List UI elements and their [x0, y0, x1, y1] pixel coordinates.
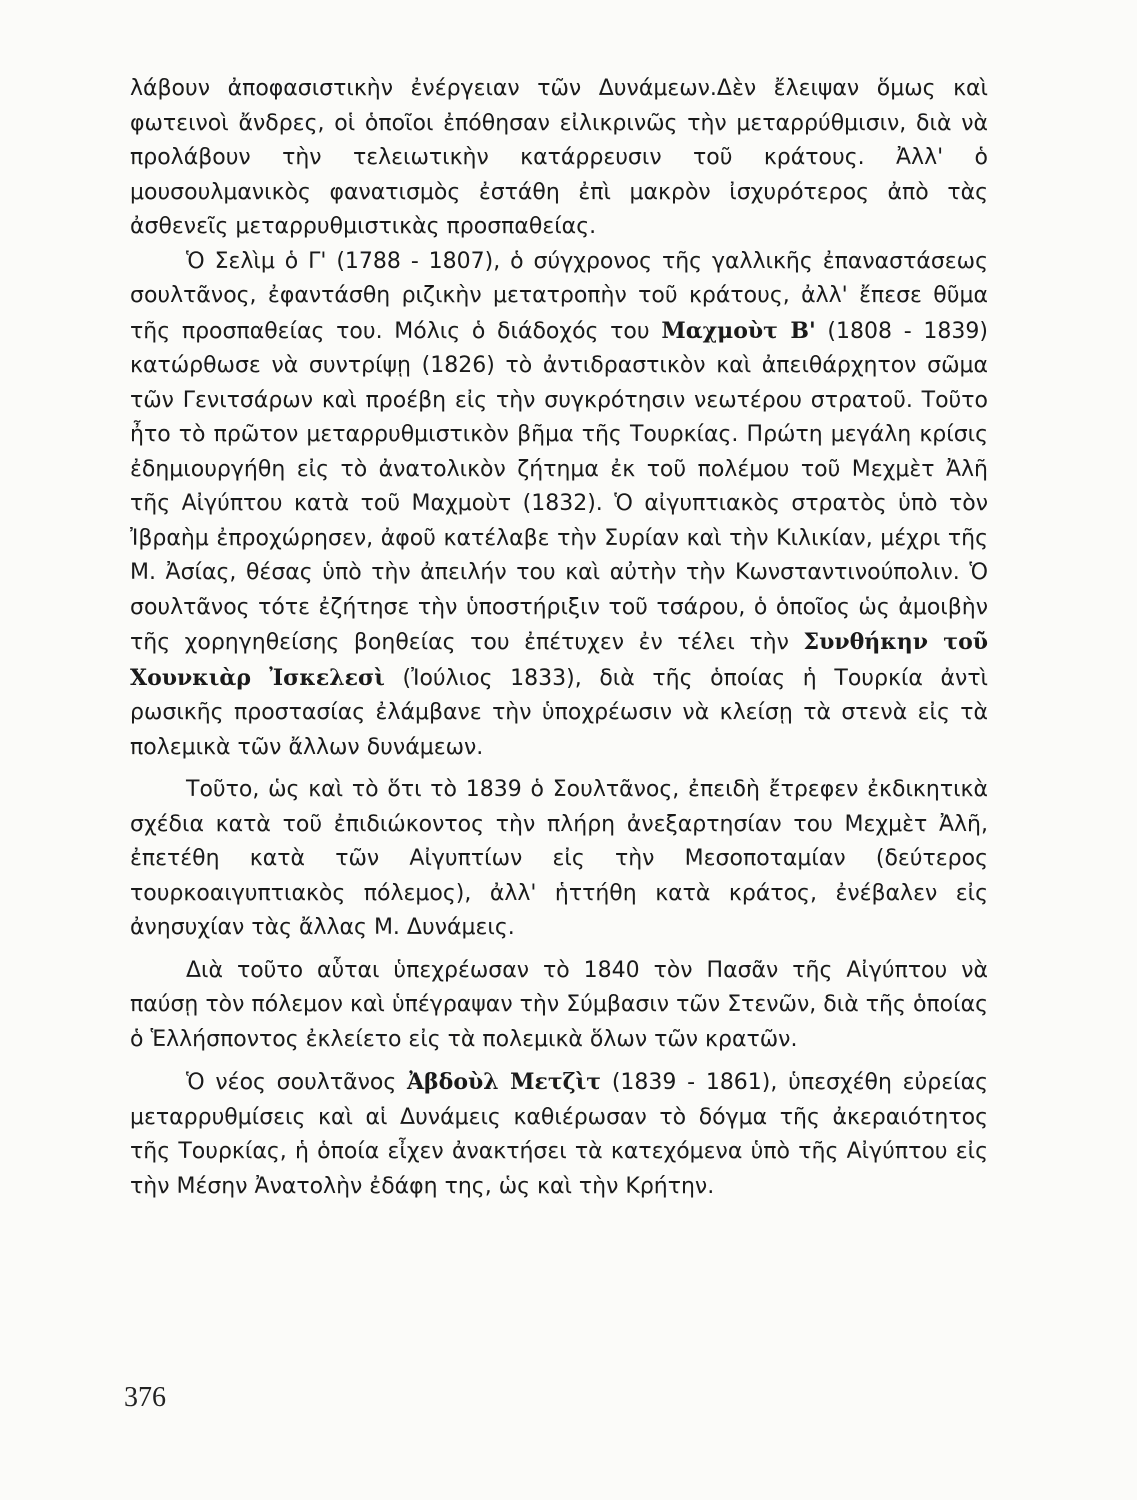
paragraph-5: [130, 1065, 988, 1204]
name-mahmut: Μαχμοὺτ Β': [661, 317, 816, 344]
page-number: 376: [124, 1382, 166, 1413]
paragraph-5-text-b: (1839 - 1861), ὑπεσχέθη εὐρείας μεταρρυθμίσεις καὶ αἱ Δυνάμεις καθιέρωσαν τὸ δόγμα τῆς ἀκεραιότητος τῆς Τουρκίας, ἡ ὁποία εἶχεν ἀνακτήσει τὰ κατεχόμενα ὑπὸ τῆς Αἰγύπτου εἰς τὴν Μέσην Ἀνατολὴν ἐδάφη της, ὡς καὶ τὴν Κρήτην.: [130, 1070, 988, 1199]
paragraph-3: Τοῦτο, ὡς καὶ τὸ ὅτι τὸ 1839 ὁ Σουλτᾶνος, ἐπειδὴ ἔτρεφεν ἐκδικητικὰ σχέδια κατὰ τοῦ ἐπιδιώκοντος τὴν πλήρη ἀνεξαρτησίαν του Μεχμὲτ Ἀλῆ, ἐπετέθη κατὰ τῶν Αἰγυπτίων εἰς τὴν Μεσοποταμίαν (δεύτερος τουρκοαιγυπτιακὸς πόλεμος), ἀλλ' ἡττήθη κατὰ κράτος, ἐνέβαλεν εἰς ἀνησυχίαν τὰς ἄλλας Μ. Δυνάμεις.: [130, 777, 988, 940]
treaty-hunkiar-iskelesi: Συνθήκην τοῦ Χουνκιὰρ Ἰσκελεσὶ: [130, 629, 989, 691]
paragraph-1: λάβουν ἀποφασιστικὴν ἐνέργειαν τῶν Δυνάμεων.Δὲν ἔλειψαν ὅμως καὶ φωτεινοὶ ἄνδρες, οἱ ὁποῖοι ἐπόθησαν εἰλικρινῶς τὴν μεταρρύθμισιν, διὰ νὰ προλάβουν τὴν τελειωτικὴν κατάρρευσιν τοῦ κράτους. Ἀλλ' ὁ μουσουλμανικὸς φανατισμὸς ἐστάθη ἐπὶ μακρὸν ἰσχυρότερος ἀπὸ τὰς ἀσθενεῖς μεταρρυθμιστικὰς προσπαθείας.: [130, 76, 988, 239]
paragraph-2: [130, 245, 988, 766]
page-body: [130, 72, 988, 1204]
paragraph-2-text-b: (1808 - 1839) κατώρθωσε νὰ συντρίψῃ (1826) τὸ ἀντιδραστικὸν καὶ ἀπειθάρχητον σῶμα τῶν Γενιτσάρων καὶ προέβη εἰς τὴν συγκρότησιν νεωτέρου στρατοῦ. Τοῦτο ἦτο τὸ πρῶτον μεταρρυθμιστικὸν βῆμα τῆς Τουρκίας. Πρώτη μεγάλη κρίσις ἐδημιουργήθη εἰς τὸ ἀνατολικὸν ζήτημα ἐκ τοῦ πολέμου τοῦ Μεχμὲτ Ἀλῆ τῆς Αἰγύπτου κατὰ τοῦ Μαχμοὺτ (1832). Ὁ αἰγυπτιακὸς στρατὸς ὑπὸ τὸν Ἰβραὴμ ἐπροχώρησεν, ἀφοῦ κατέλαβε τὴν Συρίαν καὶ τὴν Κιλικίαν, μέχρι τῆς Μ. Ἀσίας, θέσας ὑπὸ τὴν ἀπειλήν του καὶ αὐτὴν τὴν Κωνσταντινούπολιν. Ὁ σουλτᾶνος τότε ἐζήτησε τὴν ὑποστήριξιν τοῦ τσάρου, ὁ ὁποῖος ὡς ἀμοιβὴν τῆς χορηγηθείσης βοηθείας του ἐπέτυχεν ἐν τέλει τὴν: [130, 318, 988, 655]
paragraph-4: Διὰ τοῦτο αὗται ὑπεχρέωσαν τὸ 1840 τὸν Πασᾶν τῆς Αἰγύπτου νὰ παύσῃ τὸν πόλεμον καὶ ὑπέγραψαν τὴν Σύμβασιν τῶν Στενῶν, διὰ τῆς ὁποίας ὁ Ἑλλήσποντος ἐκλείετο εἰς τὰ πολεμικὰ ὅλων τῶν κρατῶν.: [130, 957, 988, 1052]
paragraph-2-text-a: Ὁ Σελὶμ ὁ Γ' (1788 - 1807), ὁ σύγχρονος τῆς γαλλικῆς ἐπαναστάσεως σουλτᾶνος, ἐφαντάσθη ριζικὴν μετατροπὴν τοῦ κράτους, ἀλλ' ἔπεσε θῦμα τῆς προσπαθείας του. Μόλις ὁ διάδοχός του: [130, 248, 988, 344]
name-abdul-mecit: Ἀβδοὺλ Μετζὶτ: [406, 1069, 602, 1095]
paragraph-5-text-a: Ὁ νέος σουλτᾶνος: [186, 1070, 397, 1095]
paragraph-2-text-c: (Ἰούλιος 1833), διὰ τῆς ὁποίας ἡ Τουρκία ἀντὶ ρωσικῆς προστασίας ἐλάμβανε τὴν ὑποχρέωσιν νὰ κλείσῃ τὰ στενὰ εἰς τὰ πολεμικὰ τῶν ἄλλων δυνάμεων.: [130, 665, 989, 760]
